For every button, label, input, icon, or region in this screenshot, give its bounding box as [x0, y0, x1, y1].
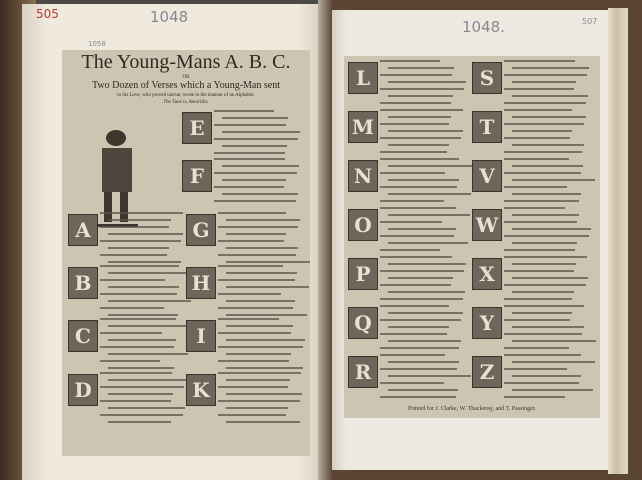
- verse-line: [226, 367, 303, 369]
- verse-stanza: [68, 212, 186, 262]
- verse-line: [218, 226, 298, 228]
- verse-line: [222, 165, 299, 167]
- verse-line: [218, 293, 281, 295]
- verse-line: [218, 212, 286, 214]
- verse-line: [512, 179, 595, 181]
- page-edges: [608, 8, 628, 474]
- verse-line: [100, 360, 160, 362]
- verse-line: [380, 60, 440, 62]
- verse-line: [512, 361, 595, 363]
- verse-line: [504, 151, 582, 153]
- verse-line: [100, 414, 183, 416]
- verse-line: [388, 242, 468, 244]
- verse-line: [218, 346, 303, 348]
- ballad-subtitle: Two Dozen of Verses which a Young-Man sent: [92, 80, 280, 91]
- verse-lines: [218, 265, 304, 321]
- verse-line: [226, 421, 300, 423]
- verse-line: [504, 221, 577, 223]
- verse-line: [380, 151, 447, 153]
- verse-line: [214, 158, 285, 160]
- verse-line: [504, 158, 569, 160]
- verse-line: [218, 400, 300, 402]
- verse-line: [108, 339, 176, 341]
- verse-stanza: [348, 354, 466, 404]
- verse-line: [108, 286, 179, 288]
- verse-line: [218, 265, 283, 267]
- verse-stanza: [472, 207, 590, 257]
- decorated-initial: V: [472, 160, 502, 192]
- verse-line: [504, 172, 581, 174]
- verse-line: [218, 279, 295, 281]
- verse-line: [100, 386, 184, 388]
- verse-line: [108, 272, 193, 274]
- verse-lines: [380, 256, 466, 305]
- verse-lines: [100, 372, 186, 428]
- verse-lines: [380, 109, 466, 158]
- verse-line: [108, 261, 181, 263]
- decorated-initial: F: [182, 160, 212, 192]
- decorated-initial: A: [68, 214, 98, 246]
- verse-stanza: [472, 256, 590, 306]
- verse-stanza: [348, 305, 466, 355]
- verse-line: [512, 193, 581, 195]
- verse-line: [504, 186, 567, 188]
- verse-line: [226, 314, 307, 316]
- verse-line: [380, 158, 459, 160]
- verse-line: [512, 130, 572, 132]
- verse-line: [100, 212, 183, 214]
- verse-stanza: [68, 372, 186, 422]
- verse-line: [380, 207, 456, 209]
- verse-line: [100, 400, 171, 402]
- verse-line: [108, 367, 174, 369]
- verse-line: [388, 179, 459, 181]
- verse-stanza: [182, 110, 300, 160]
- verse-line: [512, 326, 584, 328]
- verse-line: [504, 396, 565, 398]
- verse-lines: [504, 305, 590, 354]
- verse-line: [100, 318, 176, 320]
- verse-line: [504, 298, 572, 300]
- verse-line: [388, 340, 461, 342]
- book-gutter: [318, 0, 332, 480]
- verse-line: [388, 312, 463, 314]
- decorated-initial: Y: [472, 307, 502, 339]
- decorated-initial: B: [68, 267, 98, 299]
- broadside-right: [344, 56, 600, 418]
- verse-stanza: [472, 158, 590, 208]
- verse-lines: [504, 109, 590, 158]
- verse-line: [380, 298, 463, 300]
- verse-line: [512, 81, 576, 83]
- verse-line: [380, 249, 440, 251]
- verse-line: [226, 219, 300, 221]
- decorated-initial: T: [472, 111, 502, 143]
- verse-stanza: [348, 158, 466, 208]
- decorated-initial: L: [348, 62, 378, 94]
- verse-line: [100, 346, 174, 348]
- decorated-initial: W: [472, 209, 502, 241]
- verse-line: [504, 256, 587, 258]
- decorated-initial: K: [186, 374, 216, 406]
- verse-line: [388, 116, 451, 118]
- verse-line: [388, 277, 453, 279]
- decorated-initial: P: [348, 258, 378, 290]
- verse-line: [226, 393, 302, 395]
- verse-stanza: [472, 354, 590, 404]
- tune-note: The Tune is, Amarillis.: [163, 100, 209, 105]
- verse-line: [100, 240, 181, 242]
- verse-line: [512, 389, 593, 391]
- verse-line: [226, 325, 293, 327]
- decorated-initial: X: [472, 258, 502, 290]
- verse-line: [512, 228, 591, 230]
- decorated-initial: H: [186, 267, 216, 299]
- verse-line: [214, 172, 297, 174]
- verse-line: [108, 379, 186, 381]
- verse-line: [388, 375, 471, 377]
- decorated-initial: C: [68, 320, 98, 352]
- verse-line: [218, 254, 296, 256]
- verse-line: [226, 233, 286, 235]
- verse-line: [512, 375, 581, 377]
- verse-line: [388, 144, 449, 146]
- verse-line: [380, 354, 445, 356]
- verse-stanza: [186, 265, 304, 315]
- verse-line: [512, 95, 588, 97]
- verse-line: [512, 165, 583, 167]
- verse-line: [380, 235, 454, 237]
- verse-line: [380, 270, 464, 272]
- verse-line: [380, 221, 442, 223]
- verse-line: [214, 138, 298, 140]
- verse-lines: [100, 265, 186, 321]
- decorated-initial: D: [68, 374, 98, 406]
- verse-stanza: [472, 305, 590, 355]
- verse-lines: [218, 212, 304, 268]
- verse-line: [504, 305, 584, 307]
- verse-line: [380, 123, 449, 125]
- verse-line: [388, 291, 465, 293]
- verse-lines: [380, 354, 466, 403]
- verse-line: [222, 179, 286, 181]
- verse-line: [388, 228, 456, 230]
- ballad-subtitle-2: to his Love, who proved untrue; wrote in the manner of an Alphabet.: [117, 93, 255, 98]
- verse-line: [380, 347, 459, 349]
- verse-line: [512, 263, 576, 265]
- verse-line: [388, 361, 459, 363]
- verse-line: [380, 186, 457, 188]
- verse-line: [388, 389, 458, 391]
- verse-line: [388, 263, 466, 265]
- verse-line: [380, 172, 445, 174]
- verse-line: [388, 67, 454, 69]
- verse-line: [388, 326, 449, 328]
- verse-line: [226, 261, 310, 263]
- right-folio: 507: [582, 17, 598, 26]
- right-catalog-number: 1048.: [462, 18, 505, 36]
- verse-lines: [504, 158, 590, 207]
- verse-stanza: [186, 318, 304, 368]
- verse-line: [380, 88, 464, 90]
- verse-stanza: [472, 60, 590, 110]
- verse-line: [100, 293, 177, 295]
- verse-line: [504, 382, 579, 384]
- verse-line: [226, 339, 305, 341]
- verse-lines: [214, 110, 300, 159]
- verse-line: [380, 396, 456, 398]
- verse-lines: [380, 207, 466, 256]
- verse-lines: [100, 318, 186, 374]
- verse-line: [504, 270, 574, 272]
- verse-line: [504, 235, 589, 237]
- verse-lines: [100, 212, 186, 268]
- verse-stanza: [348, 207, 466, 257]
- verse-lines: [504, 354, 590, 403]
- verse-line: [504, 60, 575, 62]
- decorated-initial: S: [472, 62, 502, 94]
- decorated-initial: N: [348, 160, 378, 192]
- verse-line: [100, 265, 179, 267]
- verse-line: [108, 314, 178, 316]
- verse-line: [504, 137, 570, 139]
- verse-line: [504, 333, 582, 335]
- verse-line: [504, 354, 581, 356]
- verse-line: [108, 300, 191, 302]
- ballad-title: The Young-Mans A. B. C.: [81, 51, 291, 73]
- verse-line: [218, 240, 284, 242]
- decorated-initial: O: [348, 209, 378, 241]
- verse-line: [100, 279, 165, 281]
- verse-line: [504, 102, 586, 104]
- verse-line: [504, 109, 572, 111]
- verse-lines: [380, 60, 466, 109]
- verse-line: [512, 242, 577, 244]
- verse-stanza: [472, 109, 590, 159]
- verse-stanza: [68, 318, 186, 368]
- verse-line: [214, 124, 286, 126]
- verse-stanza: [186, 212, 304, 262]
- verse-lines: [504, 207, 590, 256]
- verse-line: [380, 333, 447, 335]
- verse-line: [504, 249, 575, 251]
- verse-line: [226, 379, 290, 381]
- verse-stanza: [68, 265, 186, 315]
- verse-stanza: [348, 109, 466, 159]
- verse-line: [380, 256, 452, 258]
- verse-line: [504, 319, 570, 321]
- verse-line: [108, 353, 188, 355]
- verse-line: [512, 214, 579, 216]
- verse-line: [226, 300, 295, 302]
- verse-line: [380, 319, 461, 321]
- verse-line: [512, 144, 584, 146]
- verse-stanza: [186, 372, 304, 422]
- left-folio: 505: [36, 7, 59, 21]
- verse-line: [512, 277, 588, 279]
- verse-line: [100, 372, 172, 374]
- verse-line: [218, 332, 291, 334]
- verse-line: [226, 272, 297, 274]
- verse-line: [388, 130, 463, 132]
- verse-line: [100, 332, 162, 334]
- verse-line: [108, 233, 183, 235]
- verse-line: [226, 286, 309, 288]
- verse-line: [218, 307, 293, 309]
- decorated-initial: Z: [472, 356, 502, 388]
- verse-line: [226, 353, 291, 355]
- verse-line: [222, 193, 298, 195]
- verse-line: [100, 254, 167, 256]
- left-catalog-number: 1048: [150, 8, 189, 26]
- verse-line: [100, 226, 169, 228]
- verse-lines: [218, 318, 304, 374]
- verse-line: [512, 312, 572, 314]
- verse-line: [218, 414, 286, 416]
- verse-line: [512, 67, 589, 69]
- verse-line: [108, 393, 173, 395]
- verse-line: [388, 214, 470, 216]
- verse-line: [380, 109, 463, 111]
- verse-stanza: [348, 256, 466, 306]
- verse-lines: [214, 158, 300, 207]
- verse-line: [222, 131, 300, 133]
- verse-line: [380, 382, 444, 384]
- verse-line: [218, 360, 289, 362]
- verse-line: [100, 307, 164, 309]
- verse-lines: [380, 158, 466, 207]
- verse-line: [504, 200, 579, 202]
- verse-lines: [380, 305, 466, 354]
- verse-line: [388, 81, 466, 83]
- decorated-initial: E: [182, 112, 212, 144]
- verse-line: [218, 386, 288, 388]
- verse-line: [218, 318, 279, 320]
- decorated-initial: Q: [348, 307, 378, 339]
- decorated-initial: M: [348, 111, 378, 143]
- verse-stanza: [182, 158, 300, 208]
- verse-line: [380, 284, 451, 286]
- decorated-initial: G: [186, 214, 216, 246]
- verse-line: [504, 207, 565, 209]
- verse-line: [512, 340, 596, 342]
- title-or: OR: [182, 75, 190, 80]
- verse-line: [226, 247, 298, 249]
- verse-lines: [218, 372, 304, 428]
- verse-line: [214, 152, 285, 154]
- verse-line: [388, 95, 453, 97]
- verse-line: [222, 117, 288, 119]
- sheet-number: 1058: [88, 40, 106, 48]
- verse-line: [214, 200, 296, 202]
- verse-line: [222, 145, 287, 147]
- verse-line: [504, 88, 574, 90]
- verse-line: [512, 291, 574, 293]
- imprint: Printed for J. Clarke, W. Thackeray, and T. Passinger.: [408, 406, 536, 412]
- verse-lines: [504, 256, 590, 305]
- verse-line: [388, 165, 473, 167]
- verse-line: [504, 347, 569, 349]
- verse-line: [108, 325, 190, 327]
- verse-line: [218, 372, 301, 374]
- broadside-left: [62, 50, 310, 456]
- verse-line: [504, 284, 586, 286]
- decorated-initial: I: [186, 320, 216, 352]
- verse-line: [512, 116, 586, 118]
- verse-line: [214, 110, 274, 112]
- verse-line: [504, 368, 567, 370]
- verse-line: [108, 407, 185, 409]
- verse-line: [504, 74, 587, 76]
- verse-stanza: [348, 60, 466, 110]
- verse-lines: [504, 60, 590, 109]
- decorated-initial: R: [348, 356, 378, 388]
- verse-line: [388, 193, 471, 195]
- verse-line: [226, 407, 288, 409]
- verse-line: [380, 102, 451, 104]
- verse-line: [380, 305, 449, 307]
- verse-line: [214, 186, 284, 188]
- verse-line: [108, 219, 171, 221]
- verse-line: [380, 137, 461, 139]
- verse-line: [108, 247, 169, 249]
- verse-line: [504, 123, 584, 125]
- verse-line: [380, 368, 457, 370]
- verse-line: [108, 421, 171, 423]
- verse-line: [380, 200, 444, 202]
- verse-line: [380, 74, 452, 76]
